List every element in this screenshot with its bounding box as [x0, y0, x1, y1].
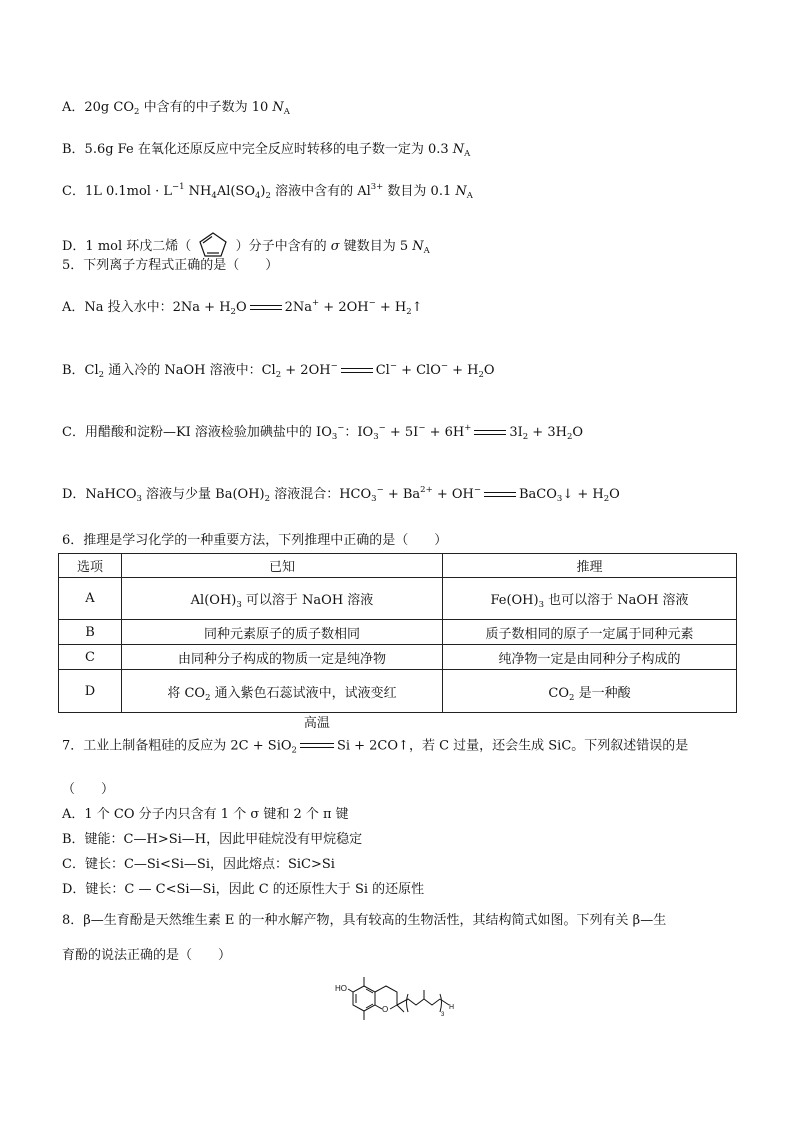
mol-label-h: H [449, 1004, 455, 1011]
table-row [59, 645, 737, 670]
row-option: C [59, 645, 122, 670]
q7-stem: 7．工业上制备粗硅的反应为 2C + SiO$_2$ 高温 Si + 2CO↑，若 C 过量，还会生成 SiC。下列叙述错误的是 [62, 716, 689, 756]
table-row [59, 578, 737, 620]
row-inference: $Fe(OH)_3$ 也可以溶于 NaOH 溶液 [443, 578, 737, 620]
q6-table [58, 553, 737, 713]
q4-option-c: C．1L $0.1mol \cdot L^{-1}$ $NH_4Al(SO_4)_2$ 溶液中含有的 $Al^{3+}$ 数目为 0.1 $N_A$ [62, 182, 473, 201]
mol-label-n: 3 [441, 1012, 445, 1018]
row-inference: $CO_2$ 是一种酸 [443, 670, 737, 713]
row-known: 同种元素原子的质子数相同 [122, 620, 443, 645]
row-option: A [59, 578, 122, 620]
q4-option-a: A．20g $CO_2$ 中含有的中子数为 10 $N_A$ [62, 100, 290, 117]
q7-option-a: A．1 个 CO 分子内只含有 1 个 σ 键和 2 个 π 键 [62, 807, 349, 822]
q7-option-c: C．键长：C—Si<Si—Si，因此熔点：SiC>Si [62, 857, 335, 872]
header-inference: 推理 [443, 554, 737, 578]
reaction-condition: 高温 [297, 737, 337, 755]
row-known: 由同种分子构成的物质一定是纯净物 [122, 645, 443, 670]
table-header-row [59, 554, 737, 578]
header-option: 选项 [59, 554, 122, 578]
q7-option-d: D．键长：C — C<Si—Si，因此 C 的还原性大于 Si 的还原性 [62, 882, 425, 897]
row-known: $Al(OH)_3$ 可以溶于 NaOH 溶液 [122, 578, 443, 620]
q7-paren: （ ） [62, 782, 115, 797]
q4-option-d: D．1 mol 环戊二烯（ ）分子中含有的 σ 键数目为 5 $N_A$ [62, 230, 430, 258]
row-option: B [59, 620, 122, 645]
cyclopentadiene-icon [195, 230, 231, 258]
row-option: D [59, 670, 122, 713]
q5-option-d: D．NaHCO$_3$ 溶液与少量 $Ba(OH)_2$ 溶液混合：$HCO_3^- + Ba^{2+} + OH^-$ BaCO$_3$↓ + $H_2O$ [62, 485, 620, 504]
q4-option-b: B．5.6g Fe 在氧化还原反应中完全反应时转移的电子数一定为 0.3 $N_A$ [62, 142, 471, 159]
mol-label-ho: HO [335, 984, 347, 993]
q8-stem-line1: 8．β—生育酚是天然维生素 E 的一种水解产物，具有较高的生物活性，其结构简式如图。下列有关 β—生 [62, 913, 667, 928]
row-inference: 质子数相同的原子一定属于同种元素 [443, 620, 737, 645]
q5-option-b: B．$Cl_2$ 通入冷的 NaOH 溶液中：$Cl_2 + 2OH^-$ $Cl^- + ClO^- + H_2O$ [62, 361, 495, 380]
q8-stem-line2: 育酚的说法正确的是（ ） [62, 948, 232, 963]
q6-stem: 6．推理是学习化学的一种重要方法，下列推理中正确的是（ ） [62, 533, 448, 548]
table-row [59, 620, 737, 645]
q7-option-b: B．键能：C—H>Si—H，因此甲硅烷没有甲烷稳定 [62, 832, 363, 847]
header-known: 已知 [122, 554, 443, 578]
q5-option-a: A．Na 投入水中：$2Na + H_2O$ $2Na^+ + 2OH^- + H_2↑$ [62, 298, 423, 317]
mol-label-o: O [382, 1005, 389, 1014]
row-inference: 纯净物一定是由同种分子构成的 [443, 645, 737, 670]
row-known: 将 $CO_2$ 通入紫色石蕊试液中，试液变红 [122, 670, 443, 713]
table-row [59, 670, 737, 713]
q5-option-c: C．用醋酸和淀粉—KI 溶液检验加碘盐中的 $IO_3^-$：$IO_3^- + 5I^- + 6H^+$ $3I_2 + 3H_2O$ [62, 423, 584, 442]
beta-tocopherol-structure [334, 972, 464, 1032]
q5-stem: 5．下列离子方程式正确的是（ ） [62, 258, 279, 273]
